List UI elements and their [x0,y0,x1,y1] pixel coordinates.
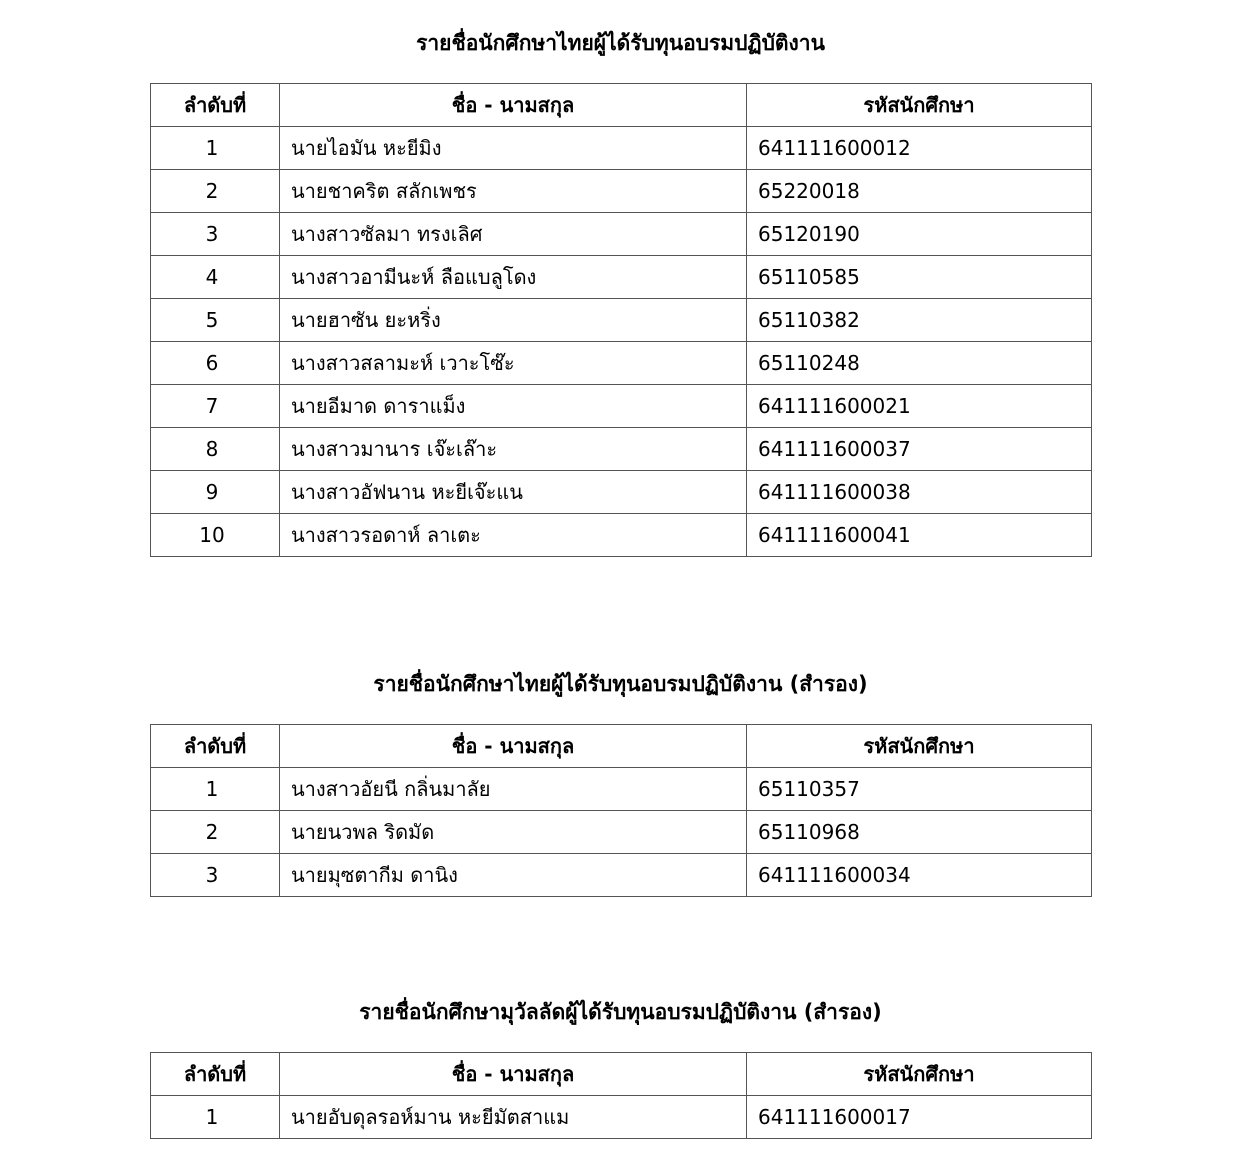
table-row [151,213,1092,256]
table-row [151,1096,1092,1139]
student-name: นายไอมัน หะยีมิง [280,127,747,170]
header-order-number: ลำดับที่ [151,725,280,768]
order-number: 10 [151,514,280,557]
scholarship-table-muwallad-reserve [150,1052,1092,1139]
student-name: นายมุซตากีม ดานิง [280,854,747,897]
table-header-row [151,725,1092,768]
header-student-id: รหัสนักศึกษา [747,84,1092,127]
order-number: 8 [151,428,280,471]
order-number: 2 [151,170,280,213]
section-title-main: รายชื่อนักศึกษาไทยผู้ได้รับทุนอบรมปฏิบัติงาน [416,31,825,55]
student-name: นางสาวรอดาห์ ลาเตะ [280,514,747,557]
student-name: นายชาคริต สลักเพชร [280,170,747,213]
header-full-name: ชื่อ - นามสกุล [280,725,747,768]
order-number: 5 [151,299,280,342]
section-title-thai-reserve: รายชื่อนักศึกษาไทยผู้ได้รับทุนอบรมปฏิบัติงาน (สำรอง) [373,672,868,696]
order-number: 2 [151,811,280,854]
table-row [151,811,1092,854]
scholarship-table-thai-reserve [150,724,1092,897]
student-name: นางสาวอัฟนาน หะยีเจ๊ะแน [280,471,747,514]
header-student-id: รหัสนักศึกษา [747,725,1092,768]
table-header-row [151,1053,1092,1096]
order-number: 1 [151,127,280,170]
table-row [151,428,1092,471]
student-name: นางสาวซัลมา ทรงเลิศ [280,213,747,256]
header-student-id: รหัสนักศึกษา [747,1053,1092,1096]
student-id: 65220018 [747,170,1092,213]
table-row [151,127,1092,170]
student-name: นางสาวอามีนะห์ ลือแบลูโดง [280,256,747,299]
order-number: 7 [151,385,280,428]
student-id: 641111600017 [747,1096,1092,1139]
table-row [151,385,1092,428]
header-full-name: ชื่อ - นามสกุล [280,1053,747,1096]
student-name: นายอับดุลรอห์มาน หะยีมัตสาแม [280,1096,747,1139]
table-row [151,170,1092,213]
student-name: นายนวพล ริดมัด [280,811,747,854]
student-name: นางสาวสลามะห์ เวาะโซ๊ะ [280,342,747,385]
table-row [151,471,1092,514]
student-id: 641111600034 [747,854,1092,897]
order-number: 9 [151,471,280,514]
order-number: 6 [151,342,280,385]
header-order-number: ลำดับที่ [151,1053,280,1096]
table-row [151,299,1092,342]
table-row [151,854,1092,897]
student-id: 641111600041 [747,514,1092,557]
order-number: 3 [151,213,280,256]
order-number: 1 [151,768,280,811]
student-id: 65110382 [747,299,1092,342]
student-name: นายฮาซัน ยะหริ่ง [280,299,747,342]
student-name: นางสาวมานาร เจ๊ะเล๊าะ [280,428,747,471]
order-number: 4 [151,256,280,299]
student-id: 65120190 [747,213,1092,256]
student-id: 65110585 [747,256,1092,299]
student-id: 65110248 [747,342,1092,385]
table-row [151,342,1092,385]
student-id: 641111600021 [747,385,1092,428]
scholarship-table-main [150,83,1092,557]
table-row [151,514,1092,557]
table-row [151,768,1092,811]
student-id: 641111600038 [747,471,1092,514]
order-number: 3 [151,854,280,897]
order-number: 1 [151,1096,280,1139]
student-id: 65110968 [747,811,1092,854]
student-id: 641111600037 [747,428,1092,471]
student-name: นายอีมาด ดาราแม็ง [280,385,747,428]
table-row [151,256,1092,299]
section-title-muwallad-reserve: รายชื่อนักศึกษามุวัลลัดผู้ได้รับทุนอบรมปฏิบัติงาน (สำรอง) [359,1000,882,1024]
header-order-number: ลำดับที่ [151,84,280,127]
header-full-name: ชื่อ - นามสกุล [280,84,747,127]
student-id: 641111600012 [747,127,1092,170]
student-name: นางสาวอัยนี กลิ่นมาลัย [280,768,747,811]
student-id: 65110357 [747,768,1092,811]
table-header-row [151,84,1092,127]
